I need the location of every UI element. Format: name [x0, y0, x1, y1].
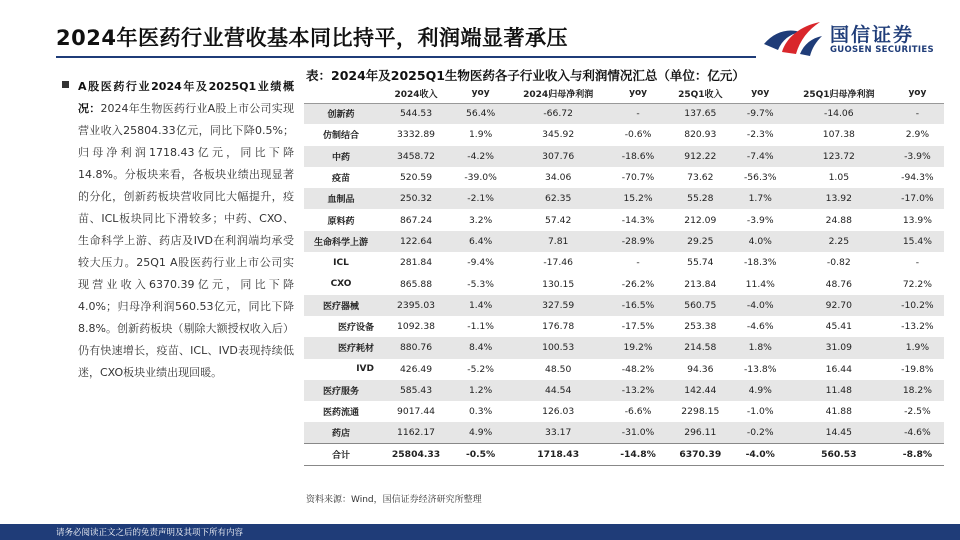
table-cell: 426.49 [399, 363, 433, 375]
table-cell: -9.7% [734, 103, 787, 124]
table-cell: -4.6% [746, 321, 774, 333]
table-cell: 8.4% [454, 337, 507, 358]
table-cell: 107.38 [822, 129, 855, 141]
row-label: 中药 [304, 146, 378, 167]
table-cell: 9017.44 [397, 406, 436, 418]
table-cell: 57.42 [545, 214, 572, 226]
table-cell: -1.1% [467, 321, 494, 333]
table-cell: 250.32 [378, 188, 454, 209]
table-cell: -18.3% [743, 257, 777, 269]
table-row [304, 422, 944, 443]
table-cell: 137.65 [667, 103, 734, 124]
summary-text [62, 76, 294, 384]
table-cell: 307.76 [507, 146, 609, 167]
summary-lead: A股医药行业2024年及2025Q1业绩概况： [78, 80, 294, 115]
table-cell: -10.2% [891, 295, 944, 316]
table-cell: 2298.15 [681, 406, 720, 418]
bullet-square-icon [62, 81, 69, 88]
table-cell: -5.3% [467, 278, 494, 290]
table-cell: 6370.39 [667, 444, 734, 465]
table-cell: -1.0% [746, 406, 774, 418]
table-cell: 41.88 [825, 406, 852, 418]
table-cell: -3.9% [891, 146, 944, 167]
row-label: ICL [333, 257, 349, 268]
table-cell: -2.1% [454, 188, 507, 209]
table-cell: 48.76 [825, 278, 852, 290]
footer-disclaimer: 请务必阅读正文之后的免责声明及其项下所有内容 [56, 528, 244, 538]
table-cell: 212.09 [684, 214, 717, 226]
table-cell: -0.2% [734, 422, 787, 443]
table-cell: -18.6% [609, 146, 667, 167]
table-cell: -5.2% [467, 363, 494, 375]
page-title: 2024年医药行业营收基本同比持平，利润端显著承压 [56, 26, 568, 50]
header-cell: yoy [734, 84, 787, 103]
row-label: 药店 [304, 422, 378, 443]
table-cell: 560.53 [787, 444, 891, 465]
table-cell: - [636, 257, 640, 269]
table-row [304, 209, 944, 230]
row-label: 创新药 [304, 103, 378, 124]
table-cell: -2.3% [746, 129, 774, 141]
table-cell: 15.2% [609, 188, 667, 209]
table-cell: -17.5% [621, 321, 655, 333]
table-cell: 2395.03 [378, 295, 454, 316]
row-label: CXO [330, 279, 352, 290]
footer-bar [0, 524, 960, 540]
table-cell: 24.88 [825, 214, 852, 226]
table-cell: 0.3% [468, 406, 493, 418]
header-cell: 2024收入 [378, 84, 454, 103]
table-cell: 296.11 [667, 422, 734, 443]
table-cell: 214.58 [667, 337, 734, 358]
table-row [304, 124, 944, 145]
table-cell: 1.9% [468, 129, 493, 141]
header-cell: yoy [454, 84, 507, 103]
table-cell: 56.4% [454, 103, 507, 124]
table-row [304, 380, 944, 401]
table-row [304, 316, 944, 337]
table-cell: 48.50 [545, 363, 572, 375]
table-cell: -26.2% [621, 278, 655, 290]
table-cell: 33.17 [507, 422, 609, 443]
table-cell: -28.9% [609, 231, 667, 252]
table-cell: 142.44 [667, 380, 734, 401]
table-cell: -94.3% [901, 172, 934, 184]
table-cell: 1.4% [454, 295, 507, 316]
table-row [304, 231, 944, 252]
table-row [304, 146, 944, 167]
sector-summary-table [304, 84, 944, 466]
table-cell: -16.5% [609, 295, 667, 316]
table-cell: 544.53 [378, 103, 454, 124]
table-cell: 176.78 [542, 321, 575, 333]
table-cell: 123.72 [787, 146, 891, 167]
table-cell: 4.0% [734, 231, 787, 252]
table-cell: 1162.17 [378, 422, 454, 443]
table-cell: 13.92 [787, 188, 891, 209]
table-cell: -3.9% [746, 214, 774, 226]
row-label: 医疗耗材 [304, 337, 378, 358]
row-label: 医疗设备 [337, 323, 374, 334]
table-cell: 34.06 [545, 172, 572, 184]
table-cell: 13.9% [902, 214, 932, 226]
table-cell: 6.4% [454, 231, 507, 252]
table-cell: -6.6% [624, 406, 652, 418]
logo-name-en: GUOSEN SECURITIES [830, 45, 934, 55]
table-cell: -13.2% [901, 321, 934, 333]
table-cell: 1092.38 [397, 321, 436, 333]
row-label: 疫苗 [331, 174, 350, 185]
table-row [304, 103, 944, 124]
table-cell: 130.15 [542, 278, 575, 290]
table-cell: -14.3% [621, 214, 655, 226]
row-label: 医疗服务 [304, 380, 378, 401]
table-cell: 92.70 [787, 295, 891, 316]
table-cell: 3332.89 [397, 129, 436, 141]
table-cell: -7.4% [734, 146, 787, 167]
table-cell: 126.03 [542, 406, 575, 418]
row-label: 合计 [304, 444, 378, 465]
row-label: 生命科学上游 [304, 231, 378, 252]
table-cell: -48.2% [621, 363, 655, 375]
table-cell: -2.5% [904, 406, 931, 418]
table-cell: 16.44 [825, 363, 852, 375]
table-cell: 213.84 [684, 278, 717, 290]
table-cell: 14.45 [787, 422, 891, 443]
table-cell: 880.76 [378, 337, 454, 358]
table-cell: 1.05 [828, 172, 850, 184]
table-cell: 2.9% [905, 129, 930, 141]
table-cell: -13.2% [609, 380, 667, 401]
table-cell: -70.7% [621, 172, 655, 184]
table-cell: 560.75 [667, 295, 734, 316]
table-cell: -14.8% [609, 444, 667, 465]
table-row [304, 273, 944, 294]
table-cell: 29.25 [667, 231, 734, 252]
table-cell: -31.0% [609, 422, 667, 443]
table-cell: -19.8% [901, 363, 934, 375]
table-cell: 253.38 [684, 321, 717, 333]
table-cell: 520.59 [399, 172, 433, 184]
table-cell: 18.2% [891, 380, 944, 401]
table-cell: - [609, 103, 667, 124]
header-cell: yoy [891, 84, 944, 103]
table-cell: 345.92 [542, 129, 575, 141]
table-row [304, 252, 944, 273]
table-cell: - [915, 257, 920, 269]
table-cell: 72.2% [902, 278, 932, 290]
table-cell: 122.64 [378, 231, 454, 252]
table-cell: 44.54 [507, 380, 609, 401]
table-cell: 2.25 [787, 231, 891, 252]
table-total-row [304, 444, 944, 465]
guosen-logo [760, 14, 950, 64]
header-cell: 25Q1归母净利润 [787, 84, 891, 103]
table-cell: -39.0% [464, 172, 497, 184]
header-cell [304, 84, 378, 103]
table-cell: 912.22 [667, 146, 734, 167]
table-cell: 73.62 [687, 172, 714, 184]
table-cell: 31.09 [787, 337, 891, 358]
table-cell: 1.2% [454, 380, 507, 401]
table-cell: -66.72 [507, 103, 609, 124]
table-cell: -0.6% [624, 129, 652, 141]
header-cell: yoy [609, 84, 667, 103]
table-row [304, 337, 944, 358]
table-cell: - [891, 103, 944, 124]
row-label: IVD [356, 364, 374, 375]
table-cell: -0.5% [454, 444, 507, 465]
table-cell: -4.6% [891, 422, 944, 443]
row-label: 医药流通 [322, 408, 359, 419]
row-label: 医疗器械 [304, 295, 378, 316]
table-cell: 100.53 [507, 337, 609, 358]
table-cell: 45.41 [825, 321, 852, 333]
table-cell: 4.9% [734, 380, 787, 401]
table-cell: -13.8% [743, 363, 777, 375]
table-cell: 281.84 [399, 257, 433, 269]
table-cell: 15.4% [891, 231, 944, 252]
summary-panel [62, 76, 294, 384]
title-divider [56, 56, 756, 58]
table-cell: 11.4% [745, 278, 775, 290]
table-cell: 94.36 [687, 363, 714, 375]
table-cell: -14.06 [787, 103, 891, 124]
table-cell: 11.48 [787, 380, 891, 401]
table-row [304, 401, 944, 422]
table-cell: 865.88 [399, 278, 433, 290]
row-label: 仿制结合 [322, 131, 359, 142]
table-row [304, 359, 944, 380]
table-cell: -4.0% [734, 295, 787, 316]
table-cell: 7.81 [507, 231, 609, 252]
table-cell: -56.3% [743, 172, 777, 184]
table-cell: 327.59 [507, 295, 609, 316]
table-cell: 25804.33 [378, 444, 454, 465]
table-cell: -0.82 [826, 257, 851, 269]
logo-name-cn: 国信证券 [830, 24, 915, 46]
table-cell: 867.24 [399, 214, 433, 226]
table-cell: -4.2% [454, 146, 507, 167]
row-label: 原料药 [327, 216, 355, 227]
summary-body: 2024年生物医药行业A股上市公司实现营业收入25804.33亿元，同比下降0.5%；归母净利润1718.43亿元，同比下降14.8%。分板块来看，各板块业绩出现显著的分化，创新药板块营收同比大幅提升，疫苗、ICL板块同比下滑较多；中药、CXO、生命科学上游、药店及IVD在利润端均承受较大压力。25Q1 A股医药行业上市公司实现营业收入6370.39亿元，同比下降4.0%；归母净利润560.53亿元，同比下降8.8%。创新药板块（剔除大额授权收入后）仍有快速增长，疫苗、ICL、IVD表现持续低迷，CXO板块业绩出现回暖。 [78, 102, 294, 379]
row-label: 血制品 [304, 188, 378, 209]
table-row [304, 295, 944, 316]
table-cell: 4.9% [454, 422, 507, 443]
table-cell: 1.9% [891, 337, 944, 358]
table-header-row [304, 84, 944, 103]
header-cell: 25Q1收入 [667, 84, 734, 103]
table-cell: 3.2% [468, 214, 493, 226]
table-cell: 1.8% [734, 337, 787, 358]
guosen-logo-mark-icon [760, 14, 826, 58]
table-cell: -17.46 [543, 257, 573, 269]
table-cell: 1718.43 [507, 444, 609, 465]
table-cell: 3458.72 [378, 146, 454, 167]
source-note: 资料来源：Wind，国信证券经济研究所整理 [306, 495, 482, 505]
table-cell: -4.0% [734, 444, 787, 465]
table-cell: 55.74 [687, 257, 714, 269]
table-cell: 19.2% [609, 337, 667, 358]
table-row [304, 188, 944, 209]
table-cell: 585.43 [378, 380, 454, 401]
table-title: 表：2024年及2025Q1生物医药各子行业收入与利润情况汇总（单位：亿元） [306, 68, 745, 83]
table-cell: -8.8% [891, 444, 944, 465]
table-cell: -9.4% [467, 257, 494, 269]
header-cell: 2024归母净利润 [507, 84, 609, 103]
table-cell: 62.35 [507, 188, 609, 209]
table-cell: 55.28 [667, 188, 734, 209]
table-row [304, 167, 944, 188]
table-cell: -17.0% [891, 188, 944, 209]
table-cell: 820.93 [684, 129, 717, 141]
table-cell: 1.7% [734, 188, 787, 209]
